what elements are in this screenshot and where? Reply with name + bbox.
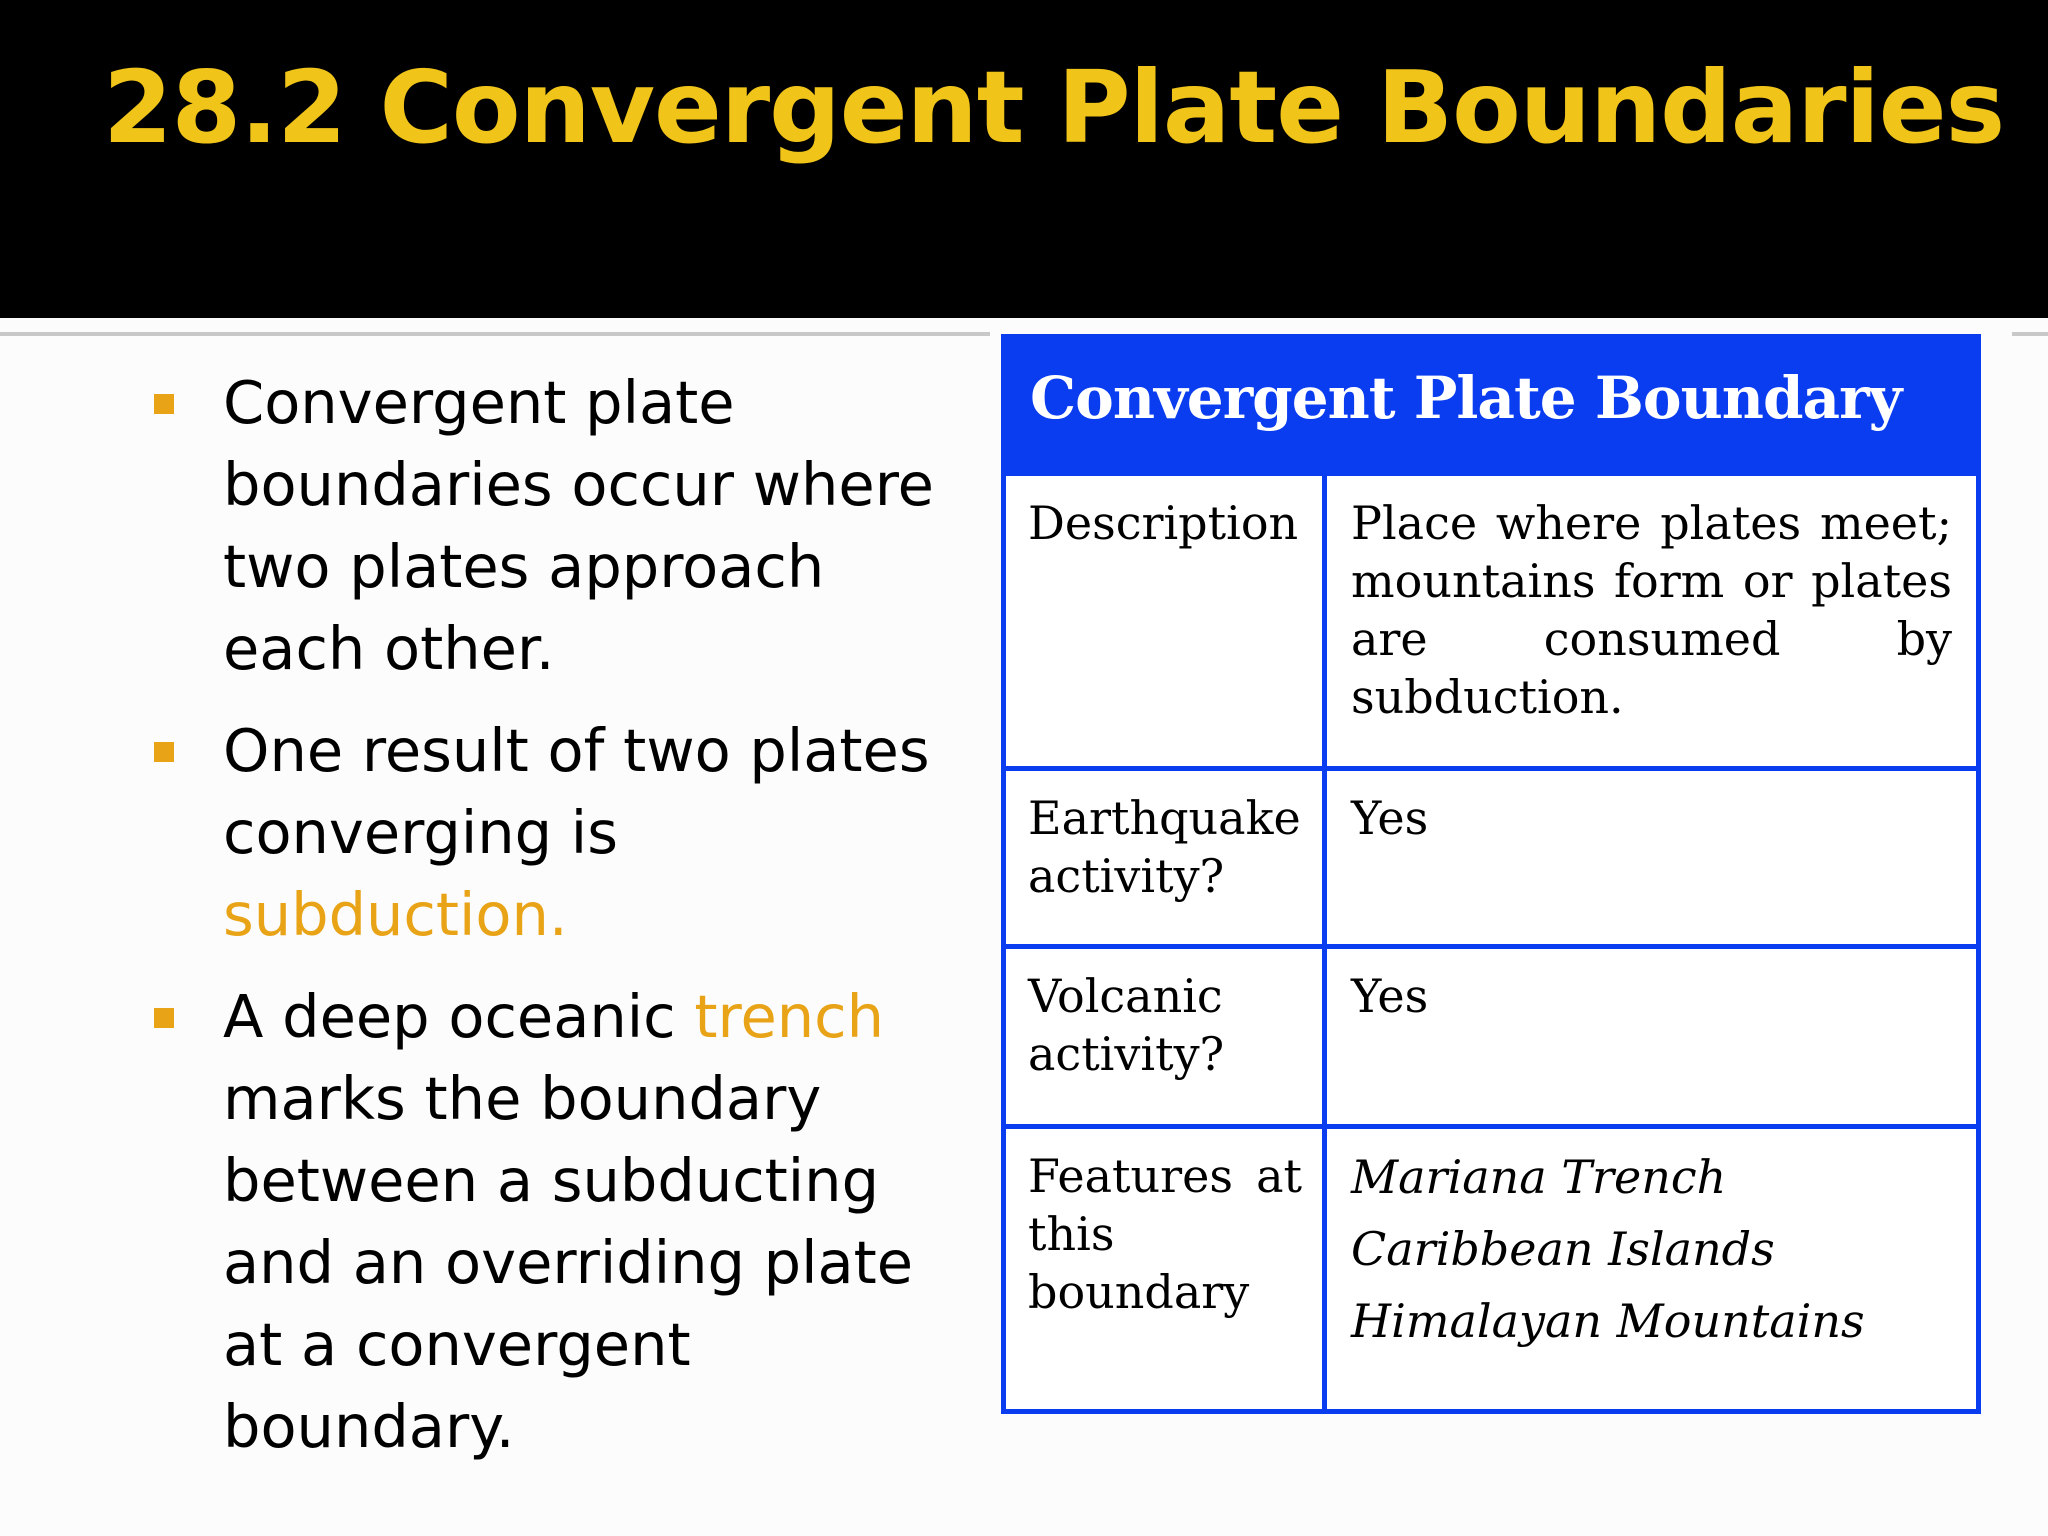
boundary-table <box>1001 334 1981 1414</box>
bullet-item <box>150 976 980 1468</box>
row-label: Earthquake activity? <box>1006 771 1327 944</box>
bullet-text: marks the boundary between a subducting and an overriding plate at a convergent boundary. <box>223 1064 914 1461</box>
feature-item: Mariana Trench <box>1351 1150 1727 1204</box>
table-row <box>1006 471 1976 766</box>
feature-item: Himalayan Mountains <box>1351 1294 1865 1348</box>
row-label: Features at this boundary <box>1006 1129 1327 1411</box>
square-bullet-icon <box>154 742 174 762</box>
title-divider-right <box>2012 332 2048 336</box>
table-row <box>1006 1124 1976 1411</box>
title-divider <box>0 332 990 336</box>
bullet-text: A deep oceanic <box>223 982 695 1051</box>
highlight-term-trench: trench <box>694 982 884 1051</box>
row-value: Yes <box>1351 791 1429 845</box>
square-bullet-icon <box>154 394 174 414</box>
bullet-item <box>150 362 980 690</box>
slide-title: 28.2 Convergent Plate Boundaries <box>103 49 2005 166</box>
row-value-list <box>1327 1129 1976 1411</box>
bullet-item <box>150 710 980 956</box>
row-value: Place where plates meet; mountains form or plates are consumed by subduction. <box>1351 496 1952 724</box>
row-label: Description <box>1006 476 1327 766</box>
table-row <box>1006 766 1976 944</box>
row-label: Volcanic activity? <box>1006 949 1327 1124</box>
row-value: Yes <box>1351 969 1429 1023</box>
table-row <box>1006 944 1976 1124</box>
feature-item: Caribbean Islands <box>1351 1222 1775 1276</box>
bullet-text: Convergent plate boundaries occur where two plates approach each other. <box>223 368 934 683</box>
bullet-text: One result of two plates converging is <box>223 716 930 867</box>
bullet-list <box>150 362 980 1488</box>
highlight-term-subduction: subduction. <box>223 880 568 949</box>
table-header: Convergent Plate Boundary <box>1006 339 1976 471</box>
square-bullet-icon <box>154 1008 174 1028</box>
